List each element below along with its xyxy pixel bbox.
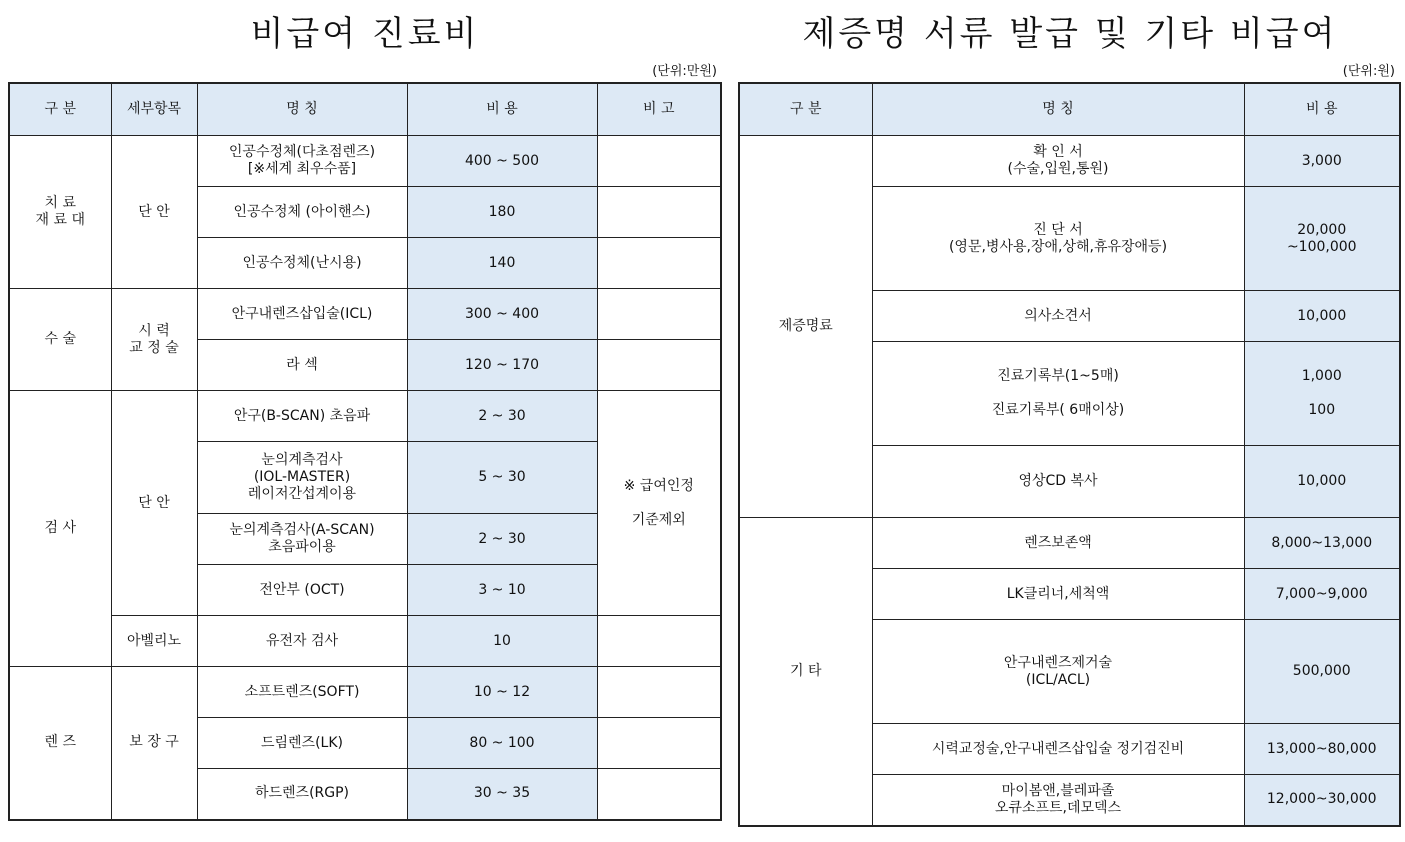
item-cost: 5 ~ 30 <box>407 442 597 514</box>
item-remark <box>597 769 721 820</box>
item-cost: 10 ~ 12 <box>407 667 597 718</box>
subitem-cell: 보 장 구 <box>111 667 197 820</box>
item-cost: 1,000 100 <box>1244 342 1400 446</box>
item-cost: 140 <box>407 238 597 289</box>
item-name: 안구내렌즈제거술 (ICL/ACL) <box>872 620 1244 724</box>
group-cell: 제증명료 <box>739 136 872 518</box>
subitem-cell: 단 안 <box>111 136 197 289</box>
header-cost: 비 용 <box>407 83 597 136</box>
non-covered-fee-table <box>8 82 722 821</box>
item-name: 인공수정체(다초점렌즈) [※세계 최우수품] <box>197 136 407 187</box>
group-cell: 수 술 <box>9 289 111 391</box>
subitem-cell: 시 력 교 정 술 <box>111 289 197 391</box>
table-row <box>9 616 721 667</box>
item-cost: 8,000~13,000 <box>1244 518 1400 569</box>
item-cost: 10,000 <box>1244 446 1400 518</box>
table-row <box>9 667 721 718</box>
item-remark <box>597 187 721 238</box>
header-category: 구 분 <box>9 83 111 136</box>
group-cell: 치 료 재 료 대 <box>9 136 111 289</box>
header-name: 명 칭 <box>872 83 1244 136</box>
item-name: 안구내렌즈삽입술(ICL) <box>197 289 407 340</box>
group-cell: 기 타 <box>739 518 872 826</box>
item-cost: 2 ~ 30 <box>407 514 597 565</box>
item-cost: 13,000~80,000 <box>1244 724 1400 775</box>
left-unit-label: (단위:만원) <box>652 64 717 79</box>
item-cost: 80 ~ 100 <box>407 718 597 769</box>
item-name: 유전자 검사 <box>197 616 407 667</box>
item-remark <box>597 136 721 187</box>
item-cost: 3,000 <box>1244 136 1400 187</box>
item-name: 인공수정체(난시용) <box>197 238 407 289</box>
item-name: 소프트렌즈(SOFT) <box>197 667 407 718</box>
item-name: 마이봄앤,블레파졸 오큐소프트,데모덱스 <box>872 775 1244 826</box>
table-header-row <box>739 83 1400 136</box>
header-name: 명 칭 <box>197 83 407 136</box>
item-cost: 10,000 <box>1244 291 1400 342</box>
item-remark <box>597 238 721 289</box>
header-cost: 비 용 <box>1244 83 1400 136</box>
table-row <box>9 289 721 340</box>
item-name: 안구(B-SCAN) 초음파 <box>197 391 407 442</box>
table-row <box>739 518 1400 569</box>
item-cost: 180 <box>407 187 597 238</box>
table-row <box>9 136 721 187</box>
subitem-cell: 단 안 <box>111 391 197 616</box>
item-remark <box>597 718 721 769</box>
right-unit-label: (단위:원) <box>1342 64 1395 79</box>
item-name: 시력교정술,안구내렌즈삽입술 정기검진비 <box>872 724 1244 775</box>
item-cost: 3 ~ 10 <box>407 565 597 616</box>
item-name: 영상CD 복사 <box>872 446 1244 518</box>
item-cost: 500,000 <box>1244 620 1400 724</box>
item-name: 진 단 서 (영문,병사용,장애,상해,휴유장애등) <box>872 187 1244 291</box>
remark-note: ※ 급여인정 기준제외 <box>597 391 721 616</box>
item-remark <box>597 616 721 667</box>
subitem-cell: 아벨리노 <box>111 616 197 667</box>
item-cost: 120 ~ 170 <box>407 340 597 391</box>
item-remark <box>597 667 721 718</box>
item-cost: 300 ~ 400 <box>407 289 597 340</box>
item-cost: 400 ~ 500 <box>407 136 597 187</box>
table-header-row <box>9 83 721 136</box>
item-name: 렌즈보존액 <box>872 518 1244 569</box>
item-cost: 2 ~ 30 <box>407 391 597 442</box>
item-name: 하드렌즈(RGP) <box>197 769 407 820</box>
item-name: LK클리너,세척액 <box>872 569 1244 620</box>
item-name: 전안부 (OCT) <box>197 565 407 616</box>
table-row <box>9 391 721 442</box>
item-name: 인공수정체 (아이핸스) <box>197 187 407 238</box>
item-cost: 7,000~9,000 <box>1244 569 1400 620</box>
left-page-title: 비급여 진료비 <box>250 14 480 54</box>
item-name: 드림렌즈(LK) <box>197 718 407 769</box>
item-name: 확 인 서 (수술,입원,통원) <box>872 136 1244 187</box>
item-cost: 10 <box>407 616 597 667</box>
item-name: 눈의계측검사(A-SCAN) 초음파이용 <box>197 514 407 565</box>
item-name: 진료기록부(1~5매) 진료기록부( 6매이상) <box>872 342 1244 446</box>
header-subitem: 세부항목 <box>111 83 197 136</box>
item-cost: 20,000 ~100,000 <box>1244 187 1400 291</box>
item-remark <box>597 340 721 391</box>
group-cell: 검 사 <box>9 391 111 667</box>
table-row <box>739 136 1400 187</box>
item-name: 라 섹 <box>197 340 407 391</box>
header-category: 구 분 <box>739 83 872 136</box>
item-name: 눈의계측검사 (IOL-MASTER) 레이저간섭계이용 <box>197 442 407 514</box>
certificate-fee-table <box>738 82 1401 827</box>
group-cell: 렌 즈 <box>9 667 111 820</box>
item-cost: 30 ~ 35 <box>407 769 597 820</box>
header-remark: 비 고 <box>597 83 721 136</box>
item-remark <box>597 289 721 340</box>
right-page-title: 제증명 서류 발급 및 기타 비급여 <box>802 14 1338 54</box>
item-name: 의사소견서 <box>872 291 1244 342</box>
item-cost: 12,000~30,000 <box>1244 775 1400 826</box>
